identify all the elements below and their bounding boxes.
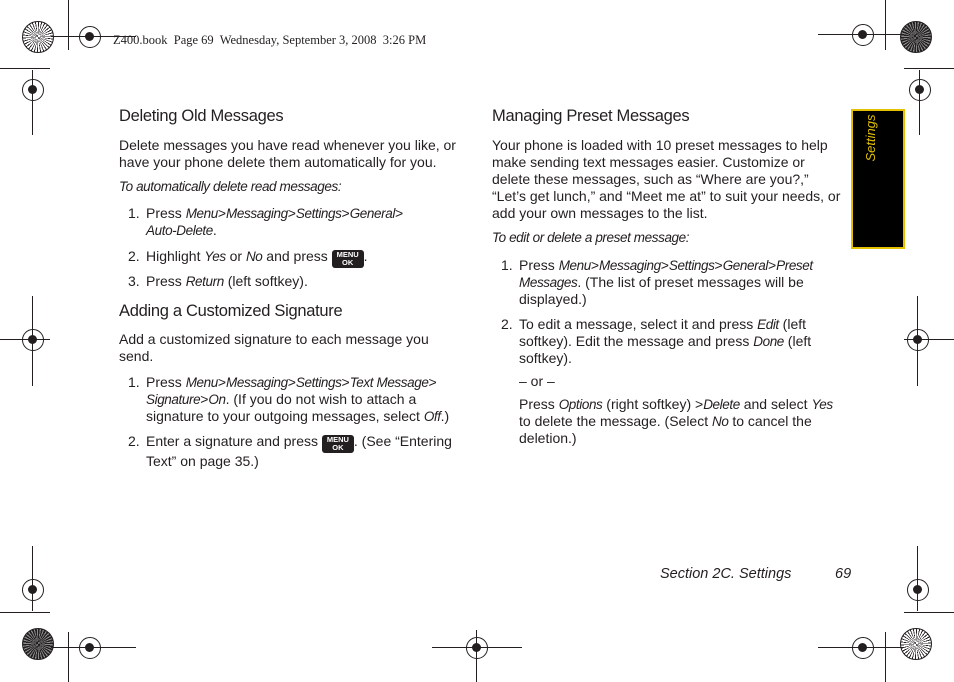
registration-star-icon bbox=[22, 21, 54, 53]
procedure-subheading: To automatically delete read messages: bbox=[119, 179, 342, 194]
registration-star-icon bbox=[900, 21, 932, 53]
registration-star-icon bbox=[22, 628, 54, 660]
menu-ok-key-icon: MENU OK bbox=[332, 250, 364, 268]
intro-paragraph: Add a customized signature to each message you send. bbox=[119, 331, 429, 364]
registration-mark-icon bbox=[79, 637, 101, 659]
registration-mark-icon bbox=[22, 79, 44, 101]
procedure-subheading: To edit or delete a preset message: bbox=[492, 230, 690, 245]
alternative-step: Press Options (right softkey) >Delete and select Yes to delete the message. (Select No to cancel the deletion.) bbox=[519, 396, 833, 446]
registration-mark-icon bbox=[22, 329, 44, 351]
intro-paragraph: Delete messages you have read whenever you like, or have your phone delete them automatically for you. bbox=[119, 137, 456, 170]
section-tab bbox=[851, 109, 905, 249]
list-item: 1. Press Menu>Messaging>Settings>General>Preset Messages. (The list of preset messages will be displayed.) bbox=[501, 257, 813, 307]
registration-mark-icon bbox=[907, 329, 929, 351]
registration-mark-icon bbox=[22, 579, 44, 601]
footer-section: Section 2C. Settings bbox=[660, 566, 792, 582]
registration-mark-icon bbox=[909, 79, 931, 101]
section-heading: Managing Preset Messages bbox=[492, 107, 690, 125]
list-item: 2. Highlight Yes or No and press MENU OK . bbox=[128, 248, 368, 267]
registration-star-icon bbox=[900, 628, 932, 660]
print-header: Z400.book Page 69 Wednesday, September 3, 2008 3:26 PM bbox=[113, 33, 427, 47]
registration-mark-icon bbox=[907, 579, 929, 601]
intro-paragraph: Your phone is loaded with 10 preset messages to help make sending text messages easier. Customize or delete these messages, such as “Where are you?,” “Let’s get lunch,” and “Meet me at” to suit your needs, or add your own messages to the list. bbox=[492, 137, 841, 221]
list-item: 2. To edit a message, select it and press Edit (left softkey). Edit the message and press Done (left softkey). bbox=[501, 316, 812, 366]
list-item: 1. Press Menu>Messaging>Settings>Text Message> Signature>On. (If you do not wish to attach a signature to your outgoing messages, select Off.) bbox=[128, 374, 450, 424]
menu-path: Menu bbox=[185, 206, 218, 221]
list-item: 1. Press Menu>Messaging>Settings>General> Auto-Delete. bbox=[128, 205, 404, 238]
section-heading: Adding a Customized Signature bbox=[119, 302, 343, 320]
registration-mark-icon bbox=[466, 637, 488, 659]
registration-mark-icon bbox=[79, 26, 101, 48]
list-item: 3. Press Return (left softkey). bbox=[128, 273, 308, 289]
section-heading: Deleting Old Messages bbox=[119, 107, 284, 125]
section-tab-label: Settings bbox=[863, 114, 878, 162]
or-separator: – or – bbox=[519, 373, 555, 389]
menu-ok-key-icon: MENU OK bbox=[322, 435, 354, 453]
registration-mark-icon bbox=[852, 637, 874, 659]
page-number: 69 bbox=[835, 566, 852, 582]
list-item: 2. Enter a signature and press MENU OK . (See “Entering Text” on page 35.) bbox=[128, 433, 452, 469]
registration-mark-icon bbox=[852, 24, 874, 46]
